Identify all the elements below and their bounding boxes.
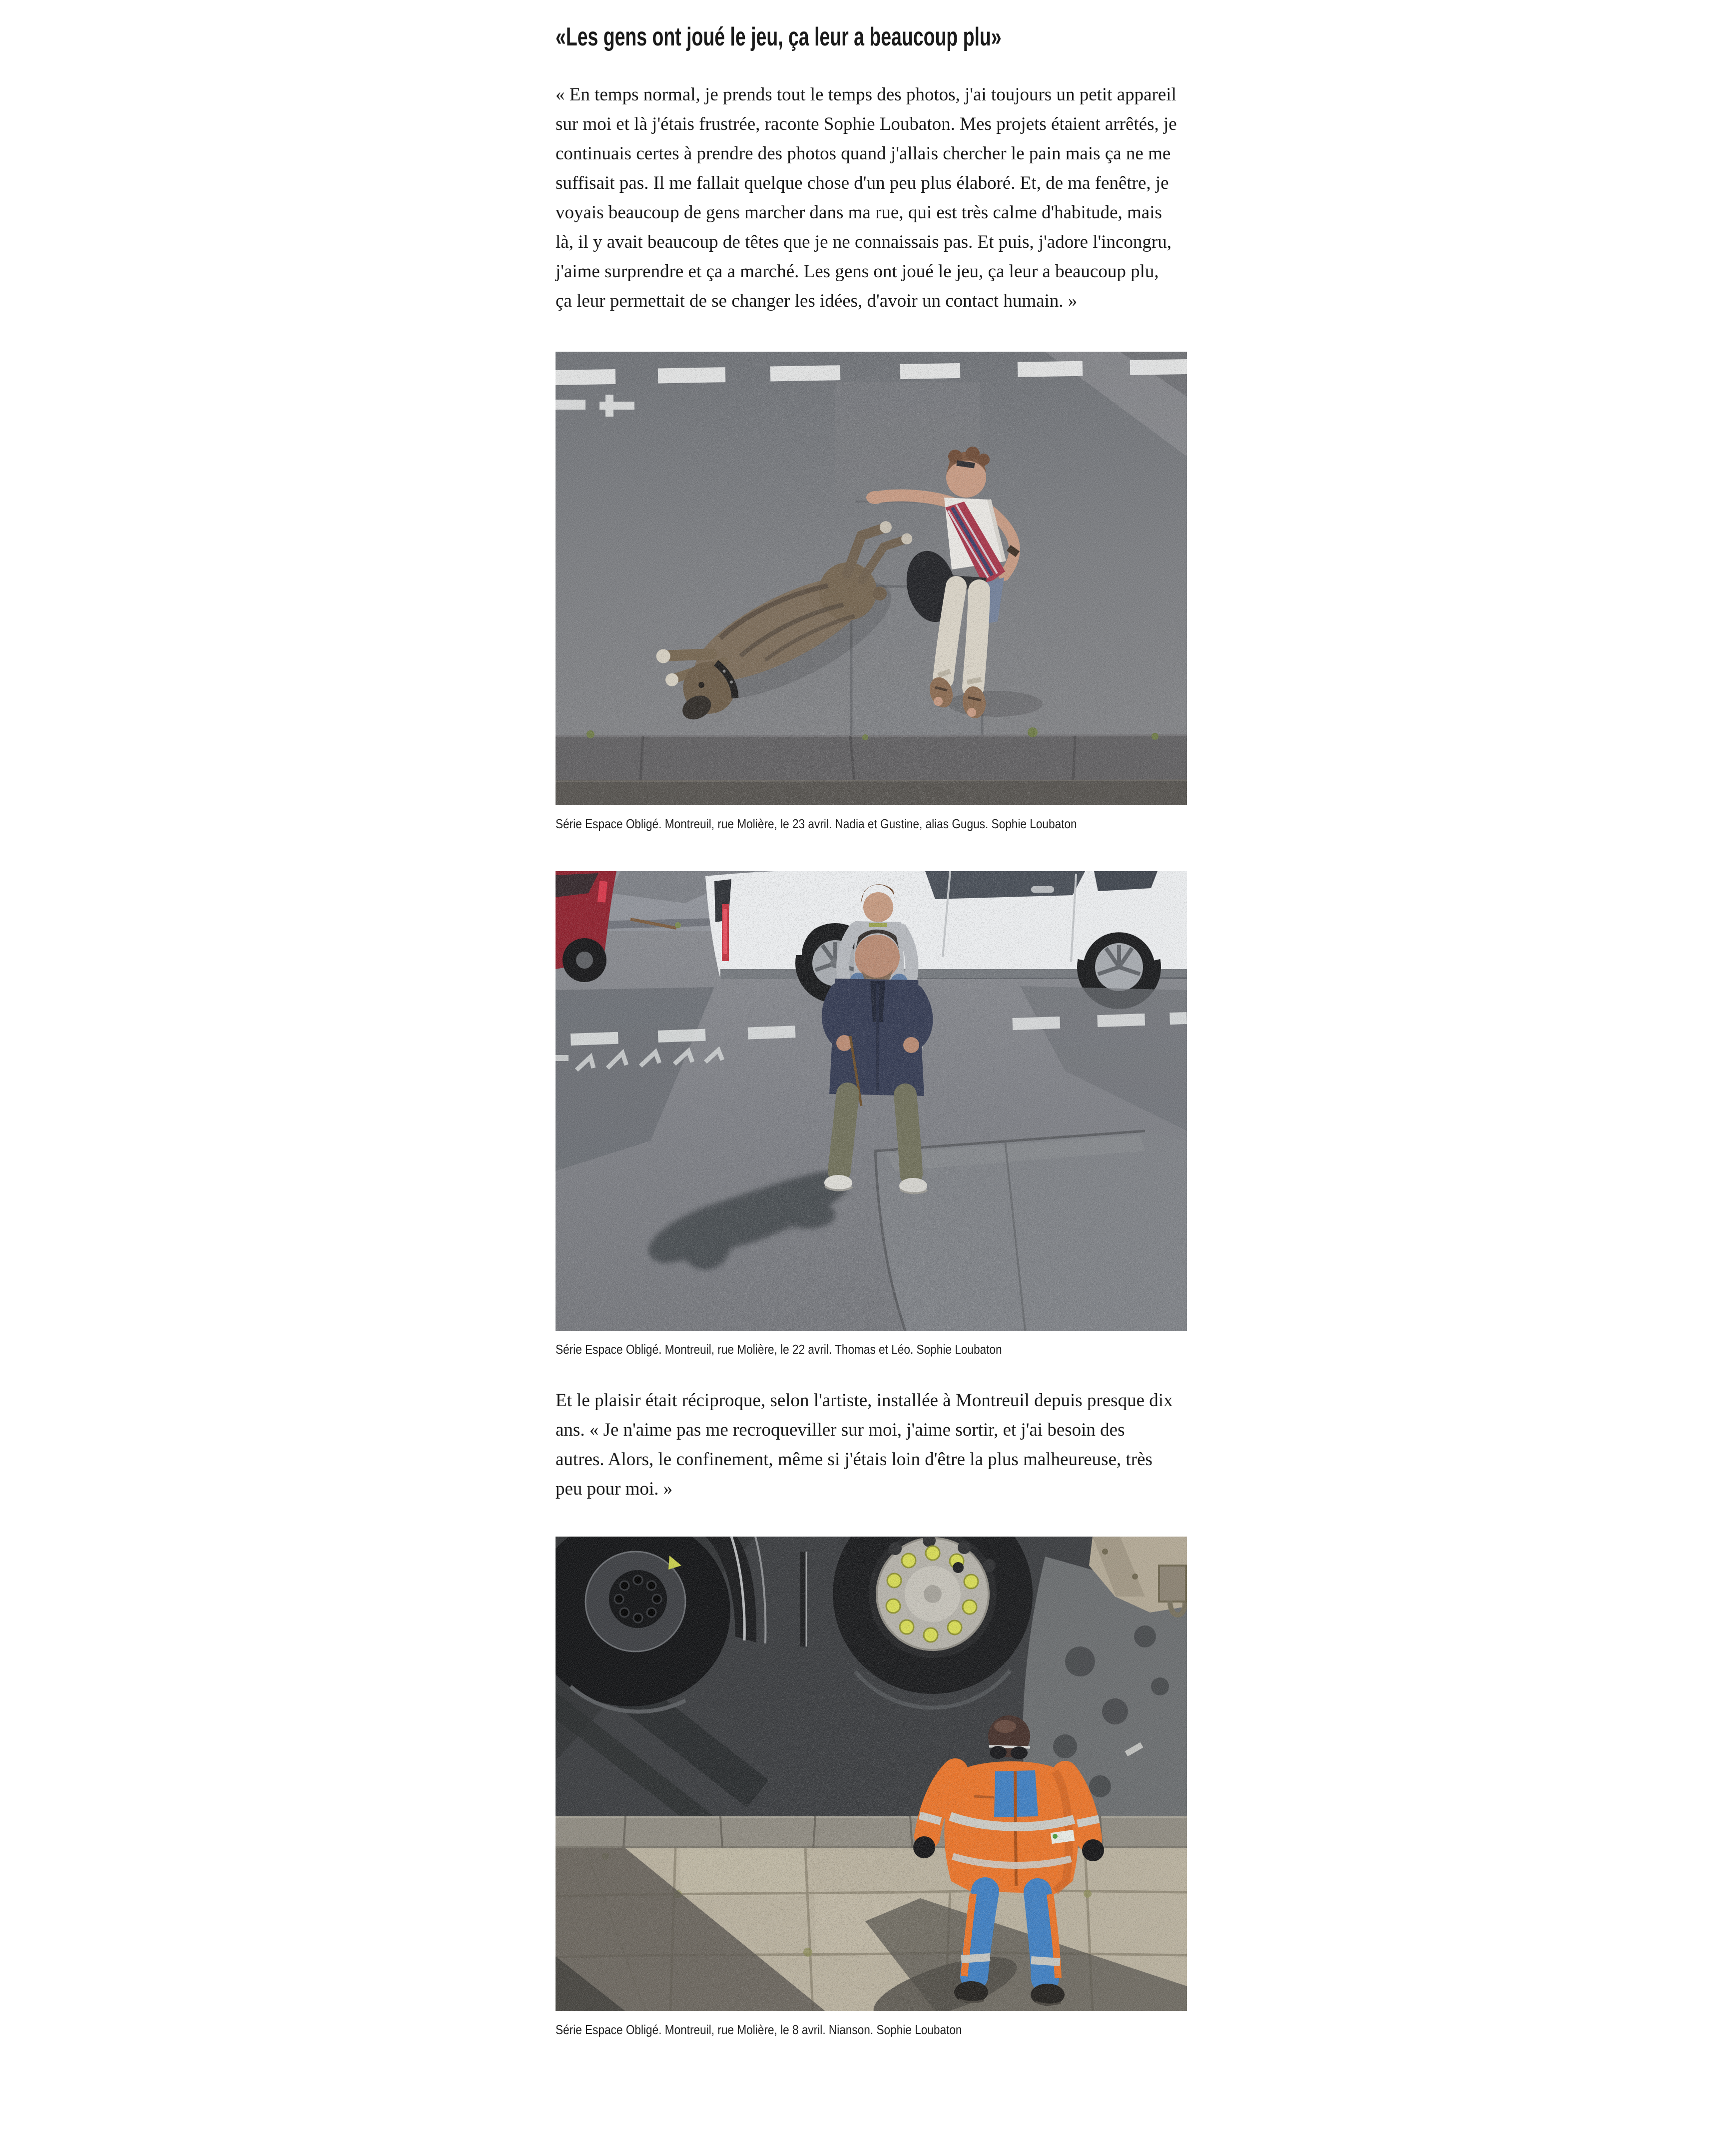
paragraph-1: « En temps normal, je prends tout le temps des photos, j'ai toujours un petit appareil sur moi et là j'étais frustrée, raconte Sophie Loubaton. Mes projets étaient arrêtés, je continuais certes à prendre des photos quand j'allais chercher le pain mais ça ne me suffisait pas. Il me fallait quelque chose d'un peu plus élaboré. Et, de ma fenêtre, je voyais beaucoup de gens marcher dans ma rue, qui est très calme d'habitude, mais là, il y avait beaucoup de têtes que je ne connaissais pas. Et puis, j'adore l'incongru, j'aime surprendre et ça a marché. Les gens ont joué le jeu, ça leur a beaucoup plu, ça leur permettait de se changer les idées, d'avoir un contact humain. » — [556, 84, 1177, 311]
page-title: «Les gens ont joué le jeu, ça leur a beaucoup plu» — [556, 22, 1002, 51]
photo-worker-overhead — [556, 1537, 1187, 2011]
photo-caption: Série Espace Obligé. Montreuil, rue Molière, le 22 avril. Thomas et Léo. Sophie Loubaton — [556, 1342, 1002, 1357]
article-body — [556, 0, 1190, 2037]
figure-father-and-child — [556, 871, 1187, 1357]
photo-father-and-child-overhead — [556, 871, 1187, 1331]
photo-woman-and-dog-overhead — [556, 352, 1187, 805]
figure-woman-and-dog — [556, 352, 1187, 831]
photo-caption: Série Espace Obligé. Montreuil, rue Molière, le 23 avril. Nadia et Gustine, alias Gugus. Sophie Loubaton — [556, 816, 1077, 831]
photo-caption: Série Espace Obligé. Montreuil, rue Molière, le 8 avril. Nianson. Sophie Loubaton — [556, 2022, 962, 2037]
paragraph-2: Et le plaisir était réciproque, selon l'artiste, installée à Montreuil depuis presque dix ans. « Je n'aime pas me recroqueviller sur moi, j'aime sortir, et j'ai besoin des autres. Alors, le confinement, même si j'étais loin d'être la plus malheureuse, très peu pour moi. » — [556, 1390, 1173, 1499]
figure-worker — [556, 1537, 1187, 2037]
